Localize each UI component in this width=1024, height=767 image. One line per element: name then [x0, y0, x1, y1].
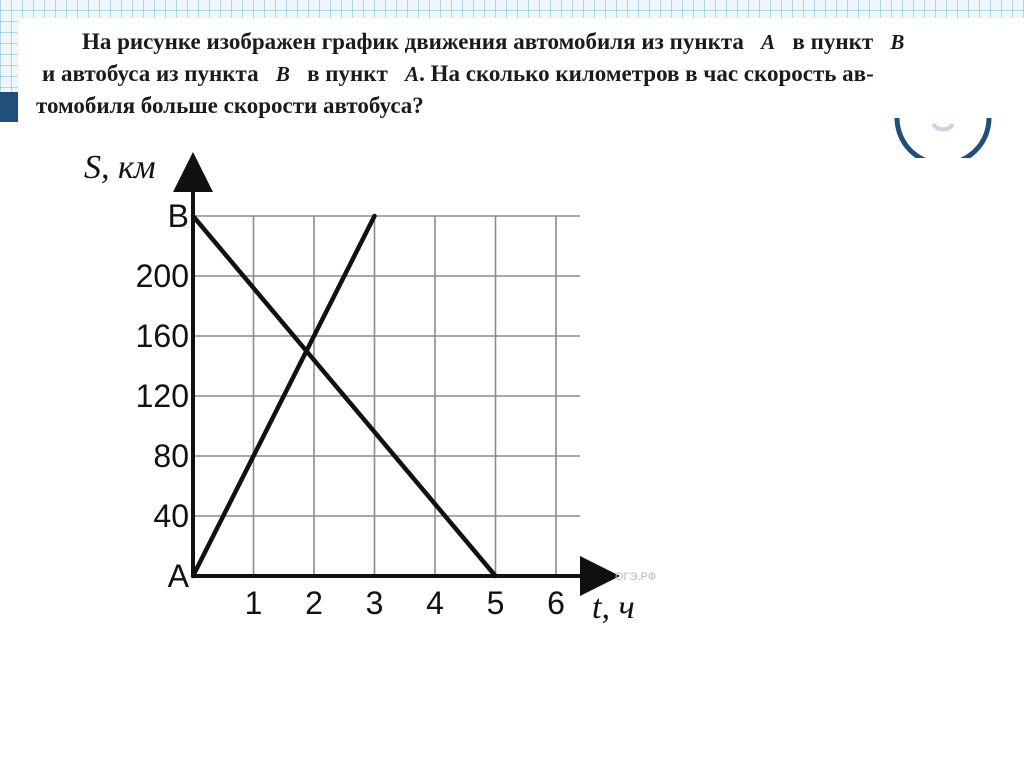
y-axis-title: S, км [84, 149, 156, 186]
point-b-label: B [275, 62, 290, 86]
chart-grid [193, 216, 580, 576]
task-text-part: томобиля больше скорости автобуса? [36, 93, 424, 118]
watermark-text: ОГЭ.РФ [615, 571, 657, 583]
y-tick-label: 40 [153, 498, 189, 534]
task-text-part: в пункт [792, 29, 874, 54]
x-tick-label: 1 [244, 585, 263, 621]
y-tick-label: 200 [135, 258, 189, 294]
x-tick-label: 2 [305, 585, 323, 621]
x-axis-title: t, ч [592, 589, 635, 626]
y-tick-label: 160 [135, 318, 189, 354]
x-tick-label: 3 [365, 585, 384, 621]
y-tick-label: B [167, 198, 189, 234]
y-tick-label: A [167, 558, 189, 594]
task-text-part: и автобуса из пункта [42, 61, 259, 86]
task-text-part: в пункт [307, 61, 388, 86]
point-a-label: A [405, 62, 420, 86]
y-tick-label: 120 [135, 378, 189, 414]
point-a-label: A [761, 30, 776, 54]
x-tick-label: 5 [486, 585, 505, 621]
task-text-part: . На сколько километров в час скорость ав- [419, 61, 874, 86]
task-text-part: На рисунке изображен график движения автомобиля из пункта [82, 29, 744, 54]
y-tick-label: 80 [153, 438, 189, 474]
x-tick-label: 4 [426, 585, 444, 621]
x-tick-label: 6 [547, 585, 565, 621]
point-b-label: B [890, 30, 905, 54]
